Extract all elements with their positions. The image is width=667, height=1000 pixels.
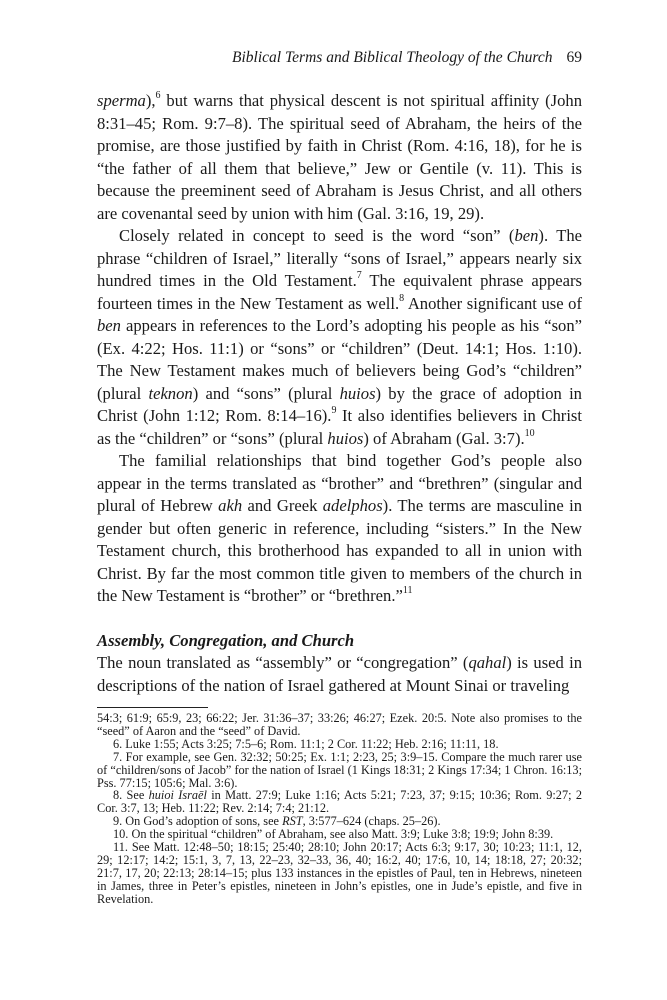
footnote-number: 9.	[113, 814, 126, 829]
italic-term: teknon	[148, 383, 193, 403]
italic-term: huios	[327, 428, 364, 448]
section-heading: Assembly, Congregation, and Church	[97, 630, 355, 650]
footnote-number: 6.	[113, 736, 126, 751]
footnote-continuation: 54:3; 61:9; 65:9, 23; 66:22; Jer. 31:36–37; 33:26; 46:27; Ezek. 20:5. Note also promises to the “seed” of Aaron and the “seed” of David.	[97, 711, 582, 738]
italic-term: RST	[282, 814, 303, 829]
footnote-number: 7.	[113, 749, 126, 764]
paragraph: The familial relationships that bind together God’s people also appear in the terms translated as “brother” and “brethren” (singular and plural of Hebrew akh and Greek adelphos). The terms are masculine in gender but often generic in reference, including “sisters.” In the New Testament church, this brotherhood has expanded to all in union with Christ. By far the most common title given to members of the church in the New Testament is “brother” or “brethren.”$^{11}$	[97, 451, 582, 605]
page-number: 69	[566, 49, 582, 66]
running-head-title: Biblical Terms and Biblical Theology of the Church	[232, 49, 553, 66]
italic-term: qahal	[468, 653, 507, 672]
footnote-divider	[97, 707, 208, 708]
footnote-number: 11.	[113, 840, 132, 855]
footnote-9: 9. On God’s adoption of sons, see RST, 3:577–624 (chaps. 25–26).	[113, 814, 441, 829]
running-head	[97, 48, 582, 68]
footnote-7: 7. For example, see Gen. 32:32; 50:25; Ex. 1:1; 2:23, 25; 3:9–15. Compare the much rarer use of “children/sons of Jacob” for the nation of Israel (1 Kings 18:31; 2 Kings 17:34; 1 Chron. 16:13; Pss. 77:15; 105:6; Mal. 3:6).	[97, 749, 583, 790]
footnote-marker: 6	[155, 90, 161, 102]
italic-term: sperma	[97, 91, 146, 110]
footnote-marker: 9	[331, 405, 337, 417]
footnote-marker: 10	[524, 427, 535, 439]
footnote-number: 8.	[113, 788, 127, 803]
paragraph: Closely related in concept to seed is the word “son” (ben). The phrase “children of Israel,” literally “sons of Israel,” appears nearly six hundred times in the Old Testament.$^7$ The equivalent phrase appears fourteen times in the New Testament as well.$^8$ Another significant use of ben appears in references to the Lord’s adopting his people as his “son” (Ex. 4:22; Hos. 11:1) or “sons” or “children” (Deut. 14:1; Hos. 1:10). The New Testament makes much of believers being God’s “children” (plural teknon) and “sons” (plural huios) by the grace of adoption in Christ (John 1:12; Rom. 8:14–16).$^9$ It also identifies believers in Christ as the “children” or “sons” (plural huios) of Abraham (Gal. 3:7).$^{10}$	[97, 226, 583, 448]
paragraph: sperma),$^6$ but warns that physical descent is not spiritual affinity (John 8:31–45; Rom. 9:7–8). The spiritual seed of Abraham, the heirs of the promise, are those justified by faith in Christ (Rom. 4:16, 18), for he is “the father of all them that believe,” Jew or Gentile (v. 11). This is because the preeminent seed of Abraham is Jesus Christ, and all others are covenantal seed by union with him (Gal. 3:16, 19, 29).	[97, 90, 582, 223]
footnotes	[97, 712, 582, 906]
italic-term: huios	[339, 383, 376, 403]
italic-term: adelphos	[322, 496, 383, 515]
footnote-11: 11. See Matt. 12:48–50; 18:15; 25:40; 28:10; John 20:17; Acts 6:3; 9:17, 30; 10:23; 11:1, 12, 29; 12:17; 14:2; 15:1, 3, 7, 13, 22–23, 32–33, 36, 40; 16:2, 40; 17:6, 10, 14; 18:18, 27; 20:32; 21:7, 17, 20; 22:13; 28:14–15; plus 133 instances in the epistles of Paul, ten in Hebrews, nineteen in James, three in Peter’s epistles, nineteen in John’s epistles, one in Jude’s epistle, and five in Revelation.	[97, 840, 582, 906]
footnote-marker: 8	[399, 292, 405, 304]
footnote-marker: 11	[402, 585, 413, 597]
footnote-marker: 7	[356, 270, 362, 282]
paragraph: The noun translated as “assembly” or “congregation” (qahal) is used in descriptions of the nation of Israel gathered at Mount Sinai or traveling	[97, 653, 582, 695]
italic-term: huioi Israēl	[148, 788, 207, 803]
footnote-10: 10. On the spiritual “children” of Abraham, see also Matt. 3:9; Luke 3:8; 19:9; John 8:39.	[113, 827, 554, 842]
footnote-8: 8. See huioi Israēl in Matt. 27:9; Luke 1:16; Acts 5:21; 7:23, 37; 9:15; 10:36; Rom. 9:27; 2 Cor. 3:7, 13; Heb. 11:22; Rev. 2:14; 7:4; 21:12.	[97, 788, 582, 816]
footnote-6: 6. Luke 1:55; Acts 3:25; 7:5–6; Rom. 11:1; 2 Cor. 11:22; Heb. 2:16; 11:11, 18.	[113, 736, 499, 751]
italic-term: ben	[97, 316, 121, 335]
body-text	[97, 90, 582, 697]
italic-term: ben	[514, 226, 539, 245]
footnote-number: 10.	[113, 827, 132, 842]
italic-term: akh	[218, 496, 243, 515]
